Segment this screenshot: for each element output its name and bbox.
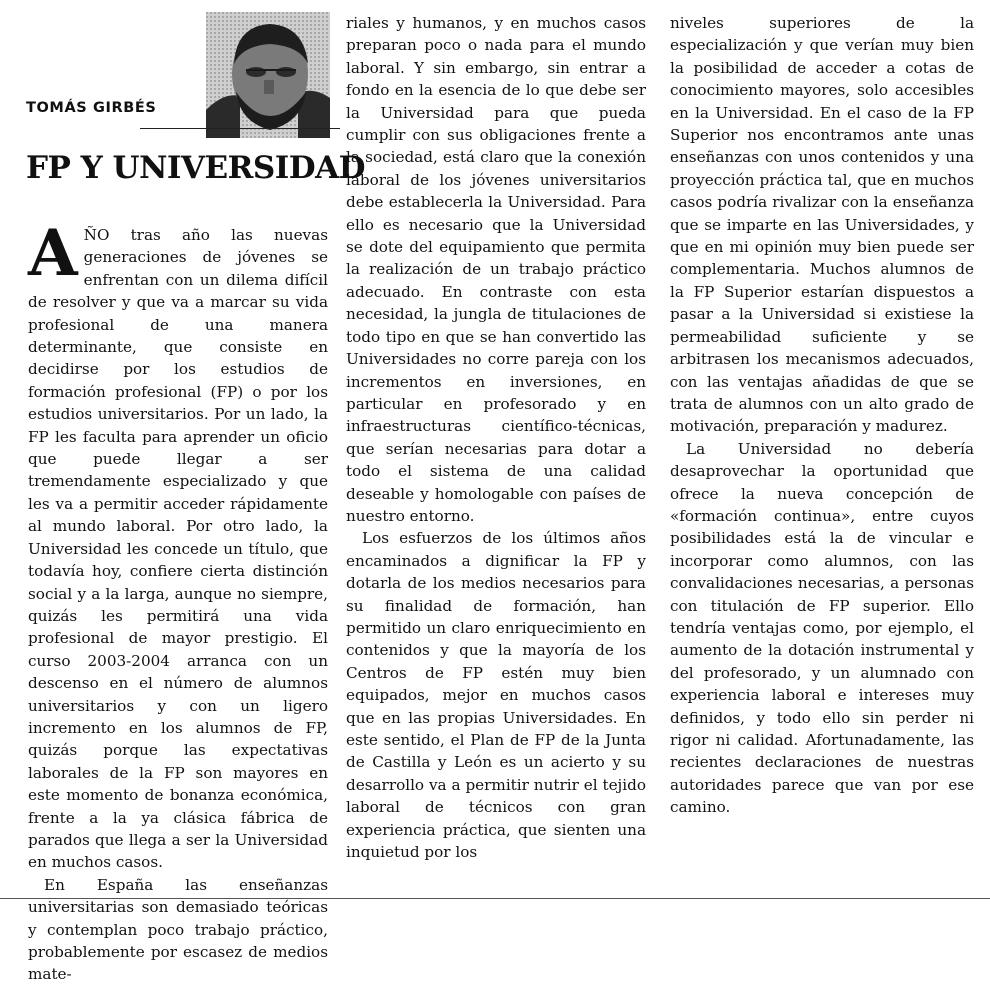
paragraph-1	[28, 216, 328, 874]
paragraph-4: Los esfuerzos de los últimos años encaminados a dignificar la FP y dotarla de los medios necesarios para su finalidad de formación, han permitido un claro enriquecimiento en contenidos y que la mayoría de los Centros de FP estén muy bien equipados, mejor en muchos casos que en las propias Universidades. En este sentido, el Plan de FP de la Junta de Castilla y León es un acierto y su desarrollo va a permitir nutrir el tejido laboral de técnicos con gran experiencia práctica, que sienten una inquietud por los	[346, 529, 646, 862]
headline: FP Y UNIVERSIDAD	[26, 150, 366, 186]
author-portrait	[206, 12, 330, 138]
paragraph-6: La Universidad no debería desaprovechar la oportunidad que ofrece la nueva concepción de «formación continua», entre cuyos posibilidades está la de vincular e incorporar como alumnos, con las convalidaciones necesarias, a personas con titulación de FP superior. Ello tendría ventajas como, por ejemplo, el aumento de la dotación instrumental y del profesorado, y un alumnado con experiencia laboral e intereses muy definidos, y todo ello sin perder ni rigor ni calidad. Afortunadamente, las recientes declaraciones de nuestras autoridades parece que van por ese camino.	[670, 439, 974, 817]
bottom-divider	[0, 898, 990, 899]
drop-cap: A	[28, 216, 78, 291]
paragraph-5: niveles superiores de la especialización y que verían muy bien la posibilidad de acceder a cotas de conocimiento mayores, solo accesibles en la Universidad. En el caso de la FP Superior nos encontramos ante unas enseñanzas con unos contenidos y una proyección práctica tal, que en muchos casos podría rivalizar con la enseñanza que se imparte en las Universidades, y que en mi opinión muy bien puede ser complementaria. Muchos alumnos de la FP Superior estarían dispuestos a pasar a la Universidad si existiese la permeabilidad suficiente y se arbitrasen los mecanismos adecuados, con las ventajas añadidas de que se trata de alumnos con un alto grado de motivación, preparación y madurez.	[670, 14, 974, 436]
paragraph-2: En España las enseñanzas universitarias son demasiado teóricas y contemplan poco trabajo práctico, probablemente por escasez de medios mate-	[28, 875, 328, 984]
paragraph-1-text: ÑO tras año las nuevas generaciones de jóvenes se enfrentan con un dilema difícil de resolver y que va a marcar su vida profesional de una manera determinante, que consiste en decidirse por los estudios de formación profesional (FP) o por los estudios universitarios. Por un lado, la FP les faculta para aprender un oficio que puede llegar a ser tremendamente especializado y que les va a permitir acceder rápidamente al mundo laboral. Por otro lado, la Universidad les concede un título, que todavía hoy, confiere cierta distinción social y a la larga, aunque no siempre, quizás les permitirá una vida profesional de mayor prestigio. El curso 2003-2004 arranca con un descenso en el número de alumnos universitarios y con un ligero incremento en los alumnos de FP, quizás porque las expectativas laborales de la FP son mayores en este momento de bonanza económica, frente a la ya clásica fábrica de parados que llega a ser la Universidad en muchos casos.	[28, 226, 328, 872]
column-3	[670, 12, 974, 819]
author-divider	[140, 128, 340, 129]
paragraph-3: riales y humanos, y en muchos casos preparan poco o nada para el mundo laboral. Y sin embargo, sin entrar a fondo en la esencia de lo que debe ser la Universidad para que pueda cumplir con sus obligaciones frente a la sociedad, está claro que la conexión laboral de los jóvenes universitarios debe establecerla la Universidad. Para ello es necesario que la Universidad se dote del equipamiento que permita la realización de un trabajo práctico adecuado. En contraste con esta necesidad, la jungla de titulaciones de todo tipo en que se han convertido las Universidades no corre pareja con los incrementos en inversiones, en particular en profesorado y en infraestructuras científico-técnicas, que serían necesarias para dotar a todo el sistema de una calidad deseable y homologable con países de nuestro entorno.	[346, 14, 646, 525]
author-name: TOMÁS GIRBÉS	[26, 100, 157, 116]
column-1	[28, 216, 328, 986]
column-2	[346, 12, 646, 863]
